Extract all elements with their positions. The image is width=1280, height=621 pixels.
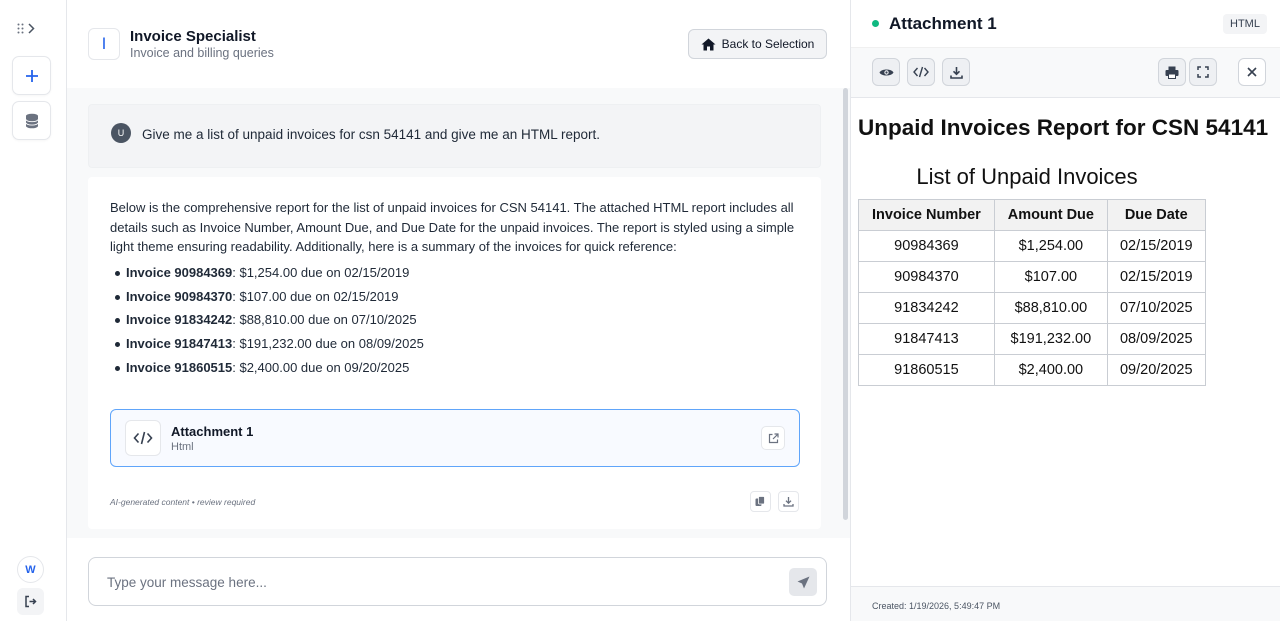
invoice-number-cell: 90984369: [859, 231, 995, 262]
due-date-cell: 02/15/2019: [1107, 231, 1205, 262]
invoice-number-cell: 90984370: [859, 262, 995, 293]
code-icon: [125, 420, 161, 456]
download-icon: [783, 496, 794, 507]
due-date-cell: 09/20/2025: [1107, 355, 1205, 386]
table-row: [859, 293, 1206, 324]
column-header: Invoice Number: [859, 200, 995, 231]
send-button[interactable]: [789, 568, 817, 596]
list-item: [126, 335, 424, 359]
close-panel-button[interactable]: [1238, 58, 1266, 86]
message-composer: [88, 557, 827, 606]
panel-footer: [851, 586, 1280, 621]
attachment-title: Attachment 1: [171, 424, 254, 439]
amount-due-cell: $191,232.00: [994, 324, 1107, 355]
status-dot: [872, 20, 879, 27]
agent-subtitle: Invoice and billing queries: [130, 46, 274, 60]
database-icon: [25, 113, 39, 129]
new-chat-button[interactable]: [12, 56, 51, 95]
table-row: [859, 231, 1206, 262]
list-item: [126, 288, 424, 312]
attachment-card[interactable]: [110, 409, 800, 467]
amount-due-cell: $1,254.00: [994, 231, 1107, 262]
invoice-number-cell: 91847413: [859, 324, 995, 355]
chat-scrollbar[interactable]: [843, 88, 848, 520]
logout-button[interactable]: [17, 588, 44, 615]
drag-handle-icon: [17, 23, 24, 34]
invoice-label: Invoice 91847413: [126, 336, 233, 352]
list-item: [126, 264, 424, 288]
panel-toolbar: [851, 48, 1280, 98]
invoice-label: Invoice 90984370: [126, 288, 233, 304]
due-date-cell: 02/15/2019: [1107, 262, 1205, 293]
print-button[interactable]: [1158, 58, 1186, 86]
download-button[interactable]: [942, 58, 970, 86]
invoice-label: Invoice 91860515: [126, 359, 233, 375]
chat-header: [67, 0, 850, 88]
due-date-cell: 07/10/2025: [1107, 293, 1205, 324]
fullscreen-button[interactable]: [1189, 58, 1217, 86]
column-header: Amount Due: [994, 200, 1107, 231]
copy-icon: [755, 496, 766, 507]
invoice-detail: : $191,232.00 due on 08/09/2025: [232, 336, 424, 352]
table-row: [859, 324, 1206, 355]
message-input[interactable]: [107, 573, 767, 591]
ai-disclaimer: AI-generated content • review required: [110, 497, 256, 507]
invoice-number-cell: 91860515: [859, 355, 995, 386]
table-row: [859, 262, 1206, 293]
invoice-label: Invoice 90984369: [126, 265, 233, 280]
back-to-selection-button[interactable]: [688, 29, 827, 59]
list-item: [126, 359, 424, 383]
attachment-panel: [850, 0, 1280, 621]
user-message-text: Give me a list of unpaid invoices for csn 54141 and give me an HTML report.: [142, 127, 600, 142]
back-to-selection-label: Back to Selection: [721, 37, 815, 51]
left-rail: [0, 0, 67, 621]
invoice-summary-list: [126, 264, 424, 382]
view-source-button[interactable]: [907, 58, 935, 86]
logout-icon: [24, 595, 37, 608]
panel-title: Attachment 1: [889, 14, 997, 33]
table-row: [859, 355, 1206, 386]
panel-header: [851, 0, 1280, 48]
agent-title: Invoice Specialist: [130, 28, 256, 45]
amount-due-cell: $2,400.00: [994, 355, 1107, 386]
table-header-row: [859, 200, 1206, 231]
amount-due-cell: $107.00: [994, 262, 1107, 293]
invoice-detail: : $2,400.00 due on 09/20/2025: [232, 359, 410, 375]
code-icon: [913, 66, 929, 78]
expand-icon: [1197, 66, 1209, 78]
download-message-button[interactable]: [778, 491, 799, 512]
external-link-icon: [768, 433, 779, 444]
chevron-right-icon: [27, 23, 35, 34]
report-heading: Unpaid Invoices Report for CSN 54141: [858, 115, 1269, 140]
report-preview[interactable]: [851, 98, 1280, 586]
plus-icon: [25, 69, 39, 83]
database-button[interactable]: [12, 101, 51, 140]
user-message: [88, 104, 821, 168]
agent-avatar: I: [88, 28, 120, 60]
printer-icon: [1165, 66, 1179, 79]
open-external-button[interactable]: [761, 426, 785, 450]
column-header: Due Date: [1107, 200, 1205, 231]
invoice-label: Invoice 91834242: [126, 312, 233, 328]
assistant-message: [88, 177, 821, 529]
copy-button[interactable]: [750, 491, 771, 512]
preview-button[interactable]: [872, 58, 900, 86]
invoice-table: [858, 199, 1206, 386]
invoice-detail: : $88,810.00 due on 07/10/2025: [232, 312, 417, 328]
chat-area: [67, 0, 850, 621]
report-table-caption: List of Unpaid Invoices: [916, 164, 1138, 189]
assistant-intro-text: Below is the comprehensive report for the list of unpaid invoices for CSN 54141. The attached HTML report includes all details such as Invoice Number, Amount Due, and Due Date for the unpaid invoices. The report is styled using a simple light theme ensuring readability. Additionally, here is a summary of the invoices for quick reference:: [110, 200, 795, 254]
eye-icon: [879, 67, 894, 78]
send-icon: [797, 576, 810, 589]
user-avatar[interactable]: W: [17, 556, 44, 583]
invoice-detail: : $107.00 due on 02/15/2019: [232, 288, 399, 304]
invoice-number-cell: 91834242: [859, 293, 995, 324]
created-timestamp: Created: 1/19/2026, 5:49:47 PM: [872, 601, 1001, 611]
download-icon: [950, 66, 963, 79]
file-type-badge: HTML: [1223, 14, 1267, 34]
user-message-avatar: U: [111, 123, 131, 143]
home-icon: [701, 38, 716, 51]
due-date-cell: 08/09/2025: [1107, 324, 1205, 355]
attachment-type: Html: [171, 441, 194, 453]
message-list[interactable]: [67, 88, 850, 538]
close-icon: [1247, 67, 1257, 77]
invoice-detail: : $1,254.00 due on 02/15/2019: [232, 265, 410, 280]
sidebar-expand-toggle[interactable]: [17, 20, 41, 36]
list-item: [126, 311, 424, 335]
amount-due-cell: $88,810.00: [994, 293, 1107, 324]
